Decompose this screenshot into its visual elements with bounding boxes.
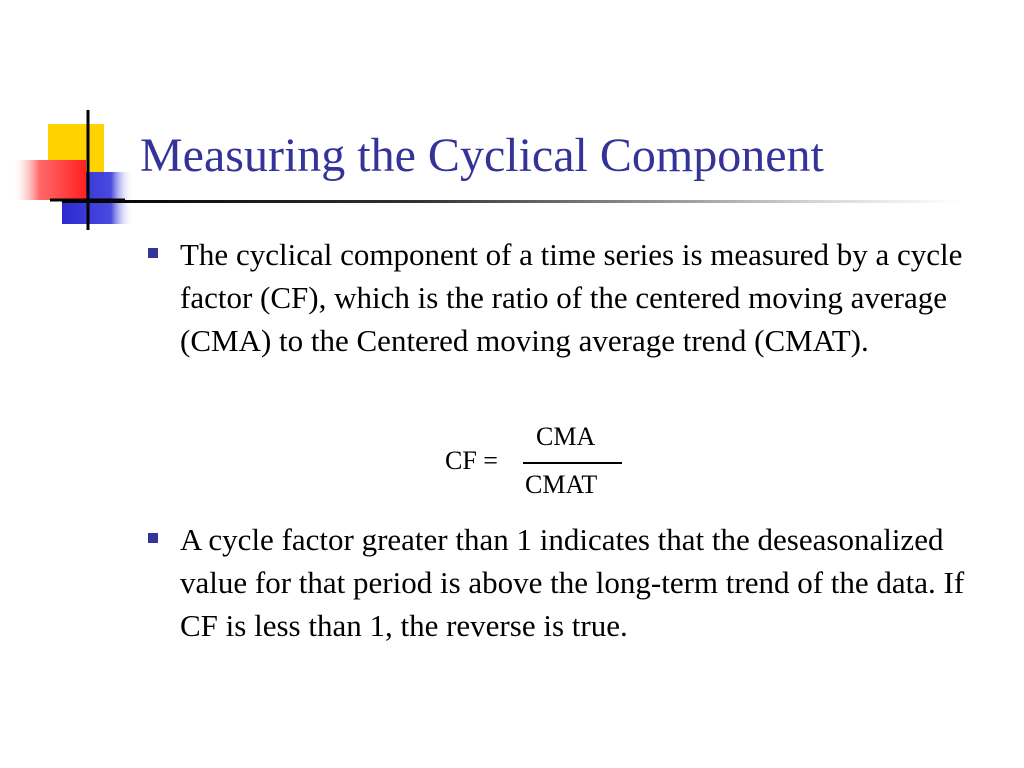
- fraction-bar: [523, 462, 622, 464]
- bullet-item: [180, 518, 1000, 647]
- bullet-text: A cycle factor greater than 1 indicates that the deseasonalized value for that period is above the long-term trend of the data. If CF is less than 1, the reverse is true.: [180, 522, 965, 643]
- bullet-text: The cyclical component of a time series is measured by a cycle factor (CF), which is the ratio of the centered moving average (CMA) to the Centered moving average trend (CMAT).: [180, 237, 963, 358]
- title-underline: [62, 200, 962, 203]
- formula-numerator: CMA: [536, 422, 596, 451]
- square-bullet-icon: [148, 533, 158, 543]
- squares-logo-icon: [0, 0, 140, 240]
- formula-denominator: CMAT: [525, 470, 598, 499]
- formula-lhs: CF =: [445, 446, 498, 475]
- bullet-item: [180, 233, 1000, 362]
- square-bullet-icon: [148, 248, 158, 258]
- slide-title: Measuring the Cyclical Component: [140, 129, 824, 182]
